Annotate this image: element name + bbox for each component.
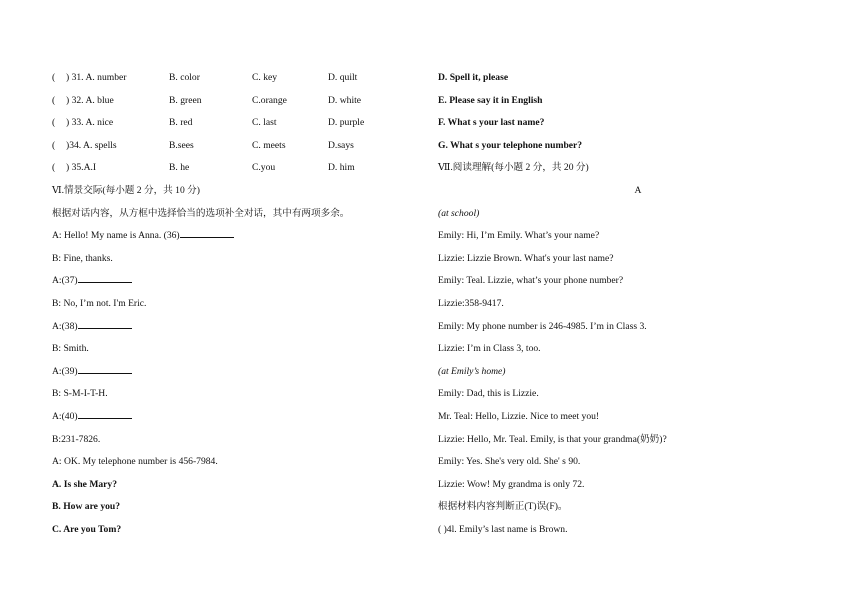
option-a: ) 32. A. blue	[66, 94, 114, 106]
true-false-instructions: 根据材料内容判断正(T)误(F)。	[438, 501, 568, 513]
dialog-line	[52, 270, 412, 293]
passage-line: Emily: Teal. Lizzie, what’s your phone number?	[438, 275, 624, 287]
answer-blank-39[interactable]	[78, 365, 132, 374]
answer-blank-38[interactable]	[78, 320, 132, 329]
section-6-instructions: 根据对话内容，从方框中选择恰当的选项补全对话，其中有两项多余。	[52, 207, 350, 219]
option-c: C.you	[252, 162, 276, 174]
answer-blank-36[interactable]	[180, 229, 234, 238]
option-d: D. quilt	[328, 72, 358, 83]
left-column	[52, 67, 412, 541]
passage-line: Lizzie: Wow! My grandma is only 72.	[438, 478, 585, 490]
dialog-line	[52, 406, 412, 429]
dialog-text: A:(37)	[52, 275, 78, 287]
option-b: B. color	[169, 72, 200, 83]
dialog-text: A:(38)	[52, 320, 78, 332]
option-d: D. him	[328, 162, 355, 174]
dialog-line: A: OK. My telephone number is 456-7984.	[52, 456, 218, 468]
passage-label: A	[634, 184, 642, 196]
option-item-b: B. How are you?	[52, 501, 121, 513]
option-a: ) 33. A. nice	[66, 117, 114, 129]
passage-line: Lizzie: I’m in Class 3, too.	[438, 343, 541, 355]
scene-label: (at Emily’s home)	[438, 365, 506, 377]
question-34	[52, 135, 412, 158]
answer-paren: (	[52, 117, 56, 129]
dialog-line: B: Fine, thanks.	[52, 252, 113, 264]
passage-line: Emily: Dad, this is Lizzie.	[438, 388, 539, 400]
question-31	[52, 67, 412, 90]
option-d: D.says	[328, 139, 354, 151]
question-41: ( )4l. Emily’s last name is Brown.	[438, 523, 568, 535]
section-6-title: Ⅵ.情景交际(每小题 2 分，共 10 分)	[52, 184, 200, 196]
option-b: B. red	[169, 117, 193, 129]
option-a: ) 31. A. number	[66, 72, 127, 83]
option-item-a: A. Is she Mary?	[52, 478, 118, 490]
option-c: C. last	[252, 117, 277, 129]
option-a: )34. A. spells	[66, 139, 117, 151]
option-c: C. key	[252, 72, 278, 83]
answer-paren: (	[52, 162, 56, 174]
option-item-f: F. What s your last name?	[438, 117, 545, 129]
passage-line: Lizzie: Hello, Mr. Teal. Emily, is that your grandma(奶奶)?	[438, 433, 667, 445]
option-d: D. purple	[328, 117, 365, 129]
passage-line: Mr. Teal: Hello, Lizzie. Nice to meet you!	[438, 410, 600, 422]
answer-blank-37[interactable]	[78, 274, 132, 283]
passage-line: Lizzie: Lizzie Brown. What's your last name?	[438, 252, 614, 264]
dialog-line: B: Smith.	[52, 343, 89, 355]
dialog-text: A: Hello! My name is Anna. (36)	[52, 230, 180, 242]
option-item-c: C. Are you Tom?	[52, 523, 122, 535]
dialog-line: B:231-7826.	[52, 433, 101, 445]
option-c: C. meets	[252, 139, 286, 151]
dialog-line	[52, 225, 412, 248]
dialog-line: B: No, I’m not. I'm Eric.	[52, 297, 147, 309]
passage-line: Lizzie:358-9417.	[438, 297, 504, 309]
option-item-e: E. Please say it in English	[438, 94, 543, 106]
question-35	[52, 157, 412, 180]
passage-line: Emily: My phone number is 246-4985. I’m in Class 3.	[438, 320, 647, 332]
question-33	[52, 112, 412, 135]
dialog-line	[52, 361, 412, 384]
right-column	[438, 67, 838, 541]
question-32	[52, 90, 412, 113]
answer-blank-40[interactable]	[78, 410, 132, 419]
option-item-g: G. What s your telephone number?	[438, 139, 583, 151]
answer-paren: (	[52, 72, 56, 83]
answer-paren: (	[52, 139, 56, 151]
option-item-d: D. Spell it, please	[438, 72, 509, 83]
passage-line: Emily: Hi, I’m Emily. What’s your name?	[438, 230, 600, 242]
option-d: D. white	[328, 94, 362, 106]
option-c: C.orange	[252, 94, 287, 106]
answer-paren: (	[52, 94, 56, 106]
scene-label: (at school)	[438, 207, 480, 219]
option-a: ) 35.A.I	[66, 162, 97, 174]
section-7-title: Ⅶ.阅读理解(每小题 2 分，共 20 分)	[438, 162, 589, 174]
dialog-line: B: S-M-I-T-H.	[52, 388, 108, 400]
dialog-text: A:(40)	[52, 410, 78, 422]
dialog-line	[52, 316, 412, 339]
dialog-text: A:(39)	[52, 365, 78, 377]
option-b: B. green	[169, 94, 202, 106]
option-b: B.sees	[169, 139, 194, 151]
passage-line: Emily: Yes. She's very old. She' s 90.	[438, 456, 581, 468]
option-b: B. he	[169, 162, 190, 174]
